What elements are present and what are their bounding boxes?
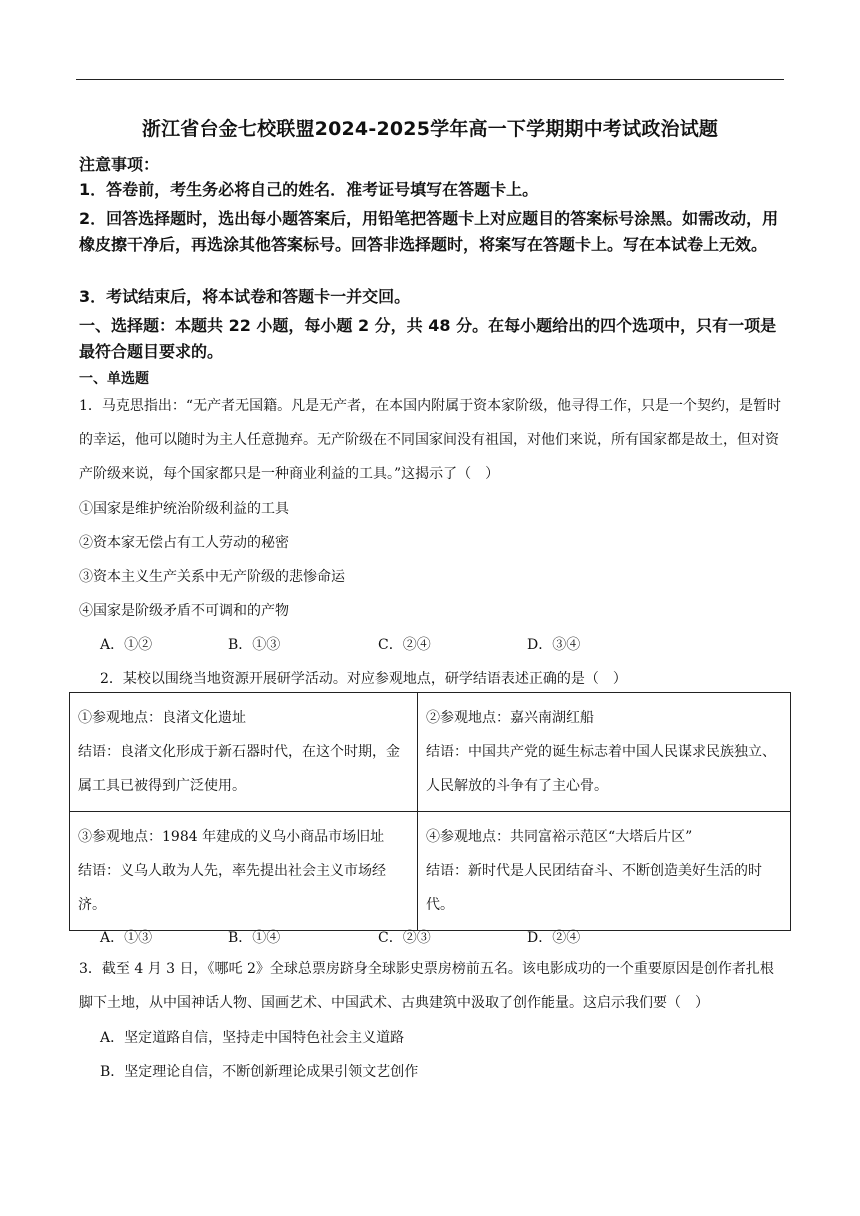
q2-option-c: C．②③ [378,930,431,946]
notice-item-3: 3．考试结束后，将本试卷和答题卡一并交回。 [79,287,411,306]
q1-option-d: D．③④ [527,637,581,653]
q2-option-a: A．①③ [100,930,153,946]
q2-cell-4 [418,812,791,931]
q2-cell-3 [70,812,418,931]
notice-item-1: 1．答卷前，考生务必将自己的姓名．准考证号填写在答题卡上。 [79,180,539,199]
q2-cell-1-place: ①参观地点：良渚文化遗址 [78,710,246,726]
q1-statement-2: ②资本家无偿占有工人劳动的秘密 [79,535,289,551]
q1-statement-3: ③资本主义生产关系中无产阶级的悲惨命运 [79,569,345,585]
q1-statement-4: ④国家是阶级矛盾不可调和的产物 [79,603,289,619]
q2-table [69,692,791,931]
q1-option-b: B．①③ [228,637,281,653]
q2-cell-3-conclusion: 结语：义乌人敢为人先，率先提出社会主义市场经济。 [78,863,386,913]
section-heading: 一、选择题：本题共 22 小题，每小题 2 分，共 48 分。在每小题给出的四个选项中，只有一项是最符合题目要求的。 [79,316,777,361]
q2-cell-3-place: ③参观地点：1984 年建成的义乌小商品市场旧址 [78,829,385,845]
q2-cell-2-place: ②参观地点：嘉兴南湖红船 [426,710,594,726]
exam-title: 浙江省台金七校联盟2024-2025学年高一下学期期中考试政治试题 [141,118,719,140]
notice-item-2: 2．回答选择题时，选出每小题答案后，用铅笔把答题卡上对应题目的答案标号涂黑。如需改动，用橡皮擦干净后，再选涂其他答案标号。回答非选择题时，将案写在答题卡上。写在本试卷上无效。 [79,209,779,254]
question-1-stem: 1．马克思指出：“无产者无国籍。凡是无产者，在本国内附属于资本家阶级，他寻得工作，只是一个契约，是暂时的幸运，他可以随时为主人任意抛弃。无产阶级在不同国家间没有祖国，对他们来说，所有国家都是故土，但对资产阶级来说，每个国家都只是一种商业利益的工具。”这揭示了（ ） [79,398,782,482]
question-3-stem: 3．截至 4 月 3 日，《哪吒 2》全球总票房跻身全球影史票房榜前五名。该电影成功的一个重要原因是创作者扎根脚下土地，从中国神话人物、国画艺术、中国武术、古典建筑中汲取了创作能量。这启示我们要（ ） [79,961,774,1011]
subsection-heading: 一、单选题 [79,371,149,387]
q2-option-d: D．②④ [527,930,581,946]
notice-heading: 注意事项： [79,155,160,174]
header-rule [76,79,784,80]
q2-cell-1 [70,693,418,812]
q1-option-a: A．①② [100,637,153,653]
q1-statement-1: ①国家是维护统治阶级利益的工具 [79,501,289,517]
q2-option-b: B．①④ [228,930,281,946]
q2-cell-4-place: ④参观地点：共同富裕示范区“大塔后片区” [426,829,693,845]
q2-cell-1-conclusion: 结语：良渚文化形成于新石器时代，在这个时期，金属工具已被得到广泛使用。 [78,744,400,794]
question-2-stem: 2．某校以围绕当地资源开展研学活动。对应参观地点，研学结语表述正确的是（ ） [100,671,627,687]
q3-option-b: B．坚定理论自信，不断创新理论成果引领文艺创作 [100,1064,419,1080]
q2-cell-2 [418,693,791,812]
q2-cell-4-conclusion: 结语：新时代是人民团结奋斗、不断创造美好生活的时代。 [426,863,762,913]
q3-option-a: A．坚定道路自信，坚持走中国特色社会主义道路 [100,1030,405,1046]
q2-cell-2-conclusion: 结语：中国共产党的诞生标志着中国人民谋求民族独立、人民解放的斗争有了主心骨。 [426,744,776,794]
q1-option-c: C．②④ [378,637,431,653]
